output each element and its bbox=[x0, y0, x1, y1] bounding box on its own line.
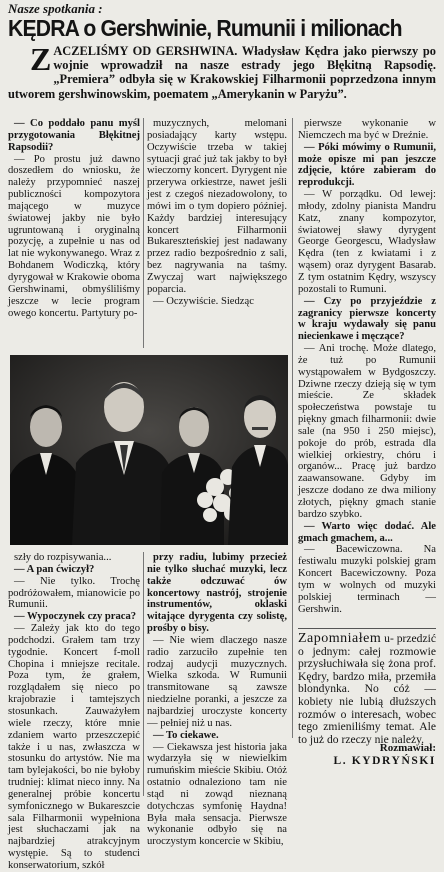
column-3 bbox=[298, 118, 436, 626]
signoff bbox=[298, 742, 436, 768]
paragraph: — Nie tylko. Trochę podróżowałem, mianowicie po Rumunii. bbox=[8, 575, 140, 611]
paragraph: — Wypoczynek czy praca? bbox=[14, 611, 137, 623]
column-rule bbox=[143, 552, 144, 796]
paragraph: pierwsze wykonanie w Niemczech ma być w Dreźnie. bbox=[298, 118, 436, 141]
drop-cap: Z bbox=[30, 41, 52, 77]
paragraph: — Po prostu już dawno doszedłem do wniosku, że należy przypomnieć naszej publiczności kompozytora mającego w muzyce światowej jakby nie było ugruntowaną i oryginalną pozycję, a zupełnie u nas od lat nie wykonywanego. Wraz z Bohdanem Wodiczką, który dyrygował w Krakowie oboma Gershwinami, obmyśliliśmy jeszcze w lecie program owego koncertu. Partytury po- bbox=[8, 153, 140, 319]
paragraph: — Ciekawsza jest historia jaka wydarzyła się w niewielkim rumuńskim mieście Skibiu. Otóż ostatnio odnaleziono tam nie stąd ni zowąd nieznaną dotychczas symfonię Haydna! Była mała sensacja. Pierwsze wykonanie odbyło się na uroczystym koncercie w Skibiu, bbox=[147, 741, 287, 848]
column-rule bbox=[292, 118, 293, 738]
column-2-bottom bbox=[147, 552, 287, 848]
signoff-label: Rozmawiał: bbox=[379, 742, 436, 754]
column-rule bbox=[143, 118, 144, 348]
closing-note-text: u- przedzić o jednym: całej rozmowie przysłuchiwała się żona prof. Kędry, bardzo miła, przemiła blondynka. No cóż — kobiety nie lubią dłuższych rozmów o interesach, wobec tego zmieniliśmy temat. Ale to już do rzeczy nie należy. bbox=[298, 632, 436, 746]
paragraph: — Ani trochę. Może dlatego, że tuż po Rumunii wystąpowałem w Bydgoszczy. Dziwne rzeczy dzieją się w tym mieście. Ze składek społeczeństwa powstaje tu piękny gmach filharmonii: dwie sale (na 950 i 250 miejsc), pokoje do prób, estrada dla wielkiej orkiestry, chóru i organów... Pracę już bardzo zaawansowane. Gdyby im jeszcze dodano ze dwa miliony złotych, piękny gmach stanie bardzo szybko. bbox=[298, 343, 436, 520]
column-1-bottom bbox=[8, 552, 140, 871]
paragraph: — A pan ćwiczył? bbox=[14, 563, 95, 575]
paragraph: przy radiu, lubimy przecież nie tylko słuchać muzyki, lecz także odczuwać ów koncertowy nastrój, strojenie instrumentów, oklaski witające dyrygenta czy solistę, prośby o bisy. bbox=[147, 552, 287, 635]
paragraph: muzycznych, melomani posiadający karty wstępu. Oczywiście trzeba w takiej sytuacji grać już tak jakby to był wieczorny koncert. Dyrygent nie przerywa orkiestrze, nawet jeśli jest z czegoś niezadowolony, to mówi im o tym dopiero później. Każdy bardziej interesujący koncert Filharmonii Bukareszteńskiej jest nadawany przez radio bezpośrednio z sali, bez nagrywania na taśmy. Zwyczaj wart największego poparcia. bbox=[147, 118, 287, 295]
column-2-top bbox=[147, 118, 287, 353]
column-1-top bbox=[8, 118, 140, 353]
news-photo bbox=[10, 355, 288, 545]
lead-text: ACZELIŚMY OD GERSHWINA. Władysław Kędra jako pierwszy po wojnie wprowadził na nasze estrady jego Błękitną Rapsodię. „Premiera” odbyła się w Krakowskiej Filharmonii poprzedzona innym utworem gershwinowskim, poematem „Amerykanin w Paryżu”. bbox=[8, 44, 436, 101]
paragraph: — Co poddało panu myśl przygotowania Błękitnej Rapsodii? bbox=[8, 118, 140, 153]
paragraph: — Bacewiczowna. Na festiwalu muzyki polskiej gram Koncert Bacewiczowny. Poza tym w wolnych od muzyki polskiej terminach — Gershwin. bbox=[298, 544, 436, 615]
paragraph: — Póki mówimy o Rumunii, może opisze mi pan jeszcze zdjęcie, które zabieram do reprodukcji. bbox=[298, 141, 436, 189]
paragraph: — To ciekawe. bbox=[153, 729, 219, 741]
closing-note-first-word: Zapomniałem bbox=[298, 631, 382, 646]
paragraph: — Oczywiście. Siedząc bbox=[153, 295, 254, 307]
paragraph: — Nie wiem dlaczego nasze radio zarzuciło zupełnie ten rodzaj audycji muzycznych. Wielka szkoda. W Rumunii transmitowane są zawsze niedzielne poranki, a jeszcze za najbardziej uroczyste koncerty — pełniej niż u nas. bbox=[147, 634, 287, 729]
paragraph: — W porządku. Od lewej: młody, zdolny pianista Mandru Katz, znany kompozytor, światowej sławy dyrygent George Georgescu, Władysław Kędra (ten z kwiatami i z wąsem) oraz dyrygent Basarab. Z tym ostatnim Kędry, wszyscy pozostali to Rumuni. bbox=[298, 189, 436, 295]
paragraph: — Czy po przyjeździe z zagranicy pierwsze koncerty w kraju wydawały się panu niecienkawe i męczące? bbox=[298, 295, 436, 343]
section-rubric: Nasze spotkania : bbox=[8, 1, 103, 16]
paragraph: — Zależy jak kto do tego podchodzi. Grałem tam trzy tygodnie. Koncert f-moll Chopina i mniejsze recitale. Poza tym, że grałem, rozglądałem się nieco po krajobrazie i tamtejszych stosunkach. Zauważyłem wiele rzeczy, które mnie zdaniem warto przeszczepić także i u nas, zwłaszcza w stosunku do artystów. Nie ma tam bylejakości, bo nie byłoby trudniej: klimat nieco inny. Na generalnej próbie koncertu symfonicznego w Bukareszcie sala Filharmonii wypełniona jest słuchaczami jak na najbardziej atrakcyjnym występie. Są to studenci konserwatorium, szkół bbox=[8, 623, 140, 871]
photo-illustration bbox=[10, 355, 288, 545]
signoff-author: L. KYDRYŃSKI bbox=[333, 755, 436, 767]
paragraph: szły do rozpisywania... bbox=[14, 552, 112, 563]
article-lead bbox=[8, 41, 436, 101]
paragraph: — Warto więc dodać. Ale gmach gmachem, a... bbox=[298, 520, 436, 544]
article-headline: KĘDRA o Gershwinie, Rumunii i milionach bbox=[8, 15, 402, 41]
closing-note bbox=[298, 628, 436, 746]
